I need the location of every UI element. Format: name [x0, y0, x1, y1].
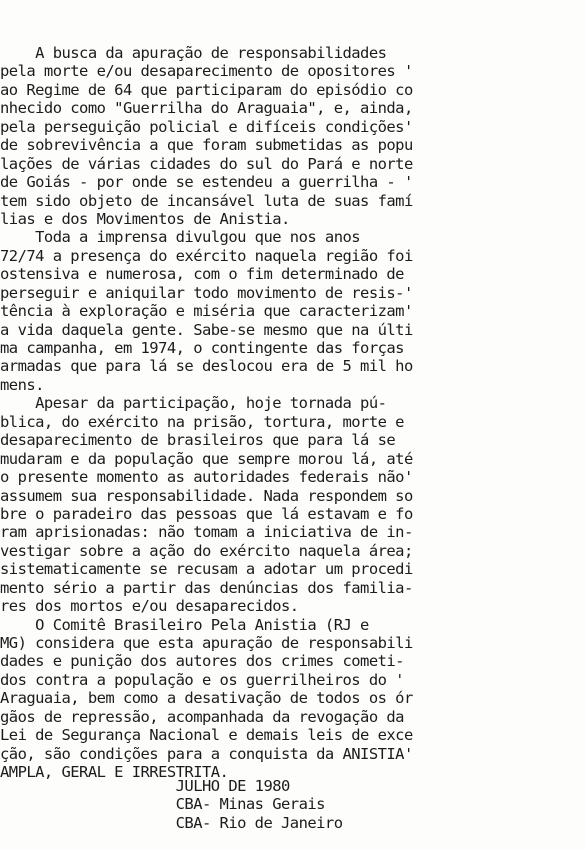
text-line: blica, do exército na prisão, tortura, morte e: [0, 412, 404, 431]
text-line: armadas que para lá se deslocou era de 5 mil ho: [0, 357, 413, 376]
text-line: gãos de repressão, acompanhada da revogação da: [0, 707, 404, 726]
text-line: mento sério a partir das denúncias dos familia-: [0, 578, 413, 597]
paragraph-4: [0, 616, 586, 782]
text-line: ao Regime de 64 que participaram do episódio co: [0, 80, 413, 99]
text-line: ram aprisionadas: não tomam a iniciativa de in-: [0, 523, 413, 542]
text-line: tência à exploração e miséria que caracterizam': [0, 302, 413, 321]
text-line: desaparecimento de brasileiros que para lá se: [0, 431, 396, 450]
text-line: dos contra a população e os guerrilheiros do ': [0, 670, 404, 689]
text-line: vestigar sobre a ação do exército naquela área;: [0, 541, 413, 560]
text-line: ostensiva e numerosa, com o fim determinado de: [0, 265, 404, 284]
text-line: de sobrevivência a que foram submetidas as popu: [0, 136, 413, 155]
text-line: o presente momento as autoridades federais não': [0, 468, 413, 487]
text-line: Toda a imprensa divulgou que nos anos: [0, 228, 361, 247]
signature-block: [0, 777, 586, 832]
text-line: AMPLA, GERAL E IRRESTRITA.: [0, 763, 229, 782]
text-line: dades e punição dos autores dos crimes cometi-: [0, 652, 404, 671]
signature-line: CBA- Rio de Janeiro: [0, 813, 343, 832]
text-line: Araguaia, bem como a desativação de todos os ór: [0, 689, 413, 708]
text-line: a vida daquela gente. Sabe-se mesmo que na últi: [0, 320, 413, 339]
text-line: pela perseguição policial e difíceis condições': [0, 117, 413, 136]
text-line: mudaram e da população que sempre morou lá, até: [0, 449, 413, 468]
text-line: Apesar da participação, hoje tornada pú-: [0, 394, 387, 413]
text-line: perseguir e aniquilar todo movimento de resis-': [0, 283, 413, 302]
document-body: [0, 44, 586, 782]
text-line: tem sido objeto de incansável luta de suas famí: [0, 191, 413, 210]
text-line: pela morte e/ou desaparecimento de opositores ': [0, 62, 413, 81]
text-line: A busca da apuração de responsabilidades: [0, 44, 387, 62]
signature-date: JULHO DE 1980: [0, 777, 290, 795]
text-line: assumem sua responsabilidade. Nada respondem so: [0, 486, 413, 505]
text-line: lias e dos Movimentos de Anistia.: [0, 209, 290, 228]
text-line: lações de várias cidades do sul do Pará e norte: [0, 154, 413, 173]
text-line: MG) considera que esta apuração de responsabili: [0, 634, 413, 652]
paragraph-1: [0, 44, 586, 228]
text-line: sistematicamente se recusam a adotar um procedi: [0, 560, 413, 579]
text-line: 72/74 a presença do exército naquela região foi: [0, 246, 413, 265]
text-line: O Comitê Brasileiro Pela Anistia (RJ e: [0, 615, 369, 634]
text-line: Lei de Segurança Nacional e demais leis de exce: [0, 726, 413, 745]
text-line: bre o paradeiro das pessoas que lá estavam e fo: [0, 504, 413, 523]
text-line: ção, são condições para a conquista da ANISTIA': [0, 744, 413, 763]
text-line: de Goiás - por onde se estendeu a guerrilha - ': [0, 173, 413, 192]
signature-line: CBA- Minas Gerais: [0, 795, 325, 814]
paragraph-3: [0, 394, 586, 615]
text-line: res dos mortos e/ou desaparecidos.: [0, 597, 299, 616]
text-line: mens.: [0, 375, 44, 394]
text-line: nhecido como "Guerrilha do Araguaia", e, ainda,: [0, 99, 413, 118]
text-line: ma campanha, em 1974, o contingente das forças: [0, 339, 404, 357]
paragraph-2: [0, 228, 586, 394]
